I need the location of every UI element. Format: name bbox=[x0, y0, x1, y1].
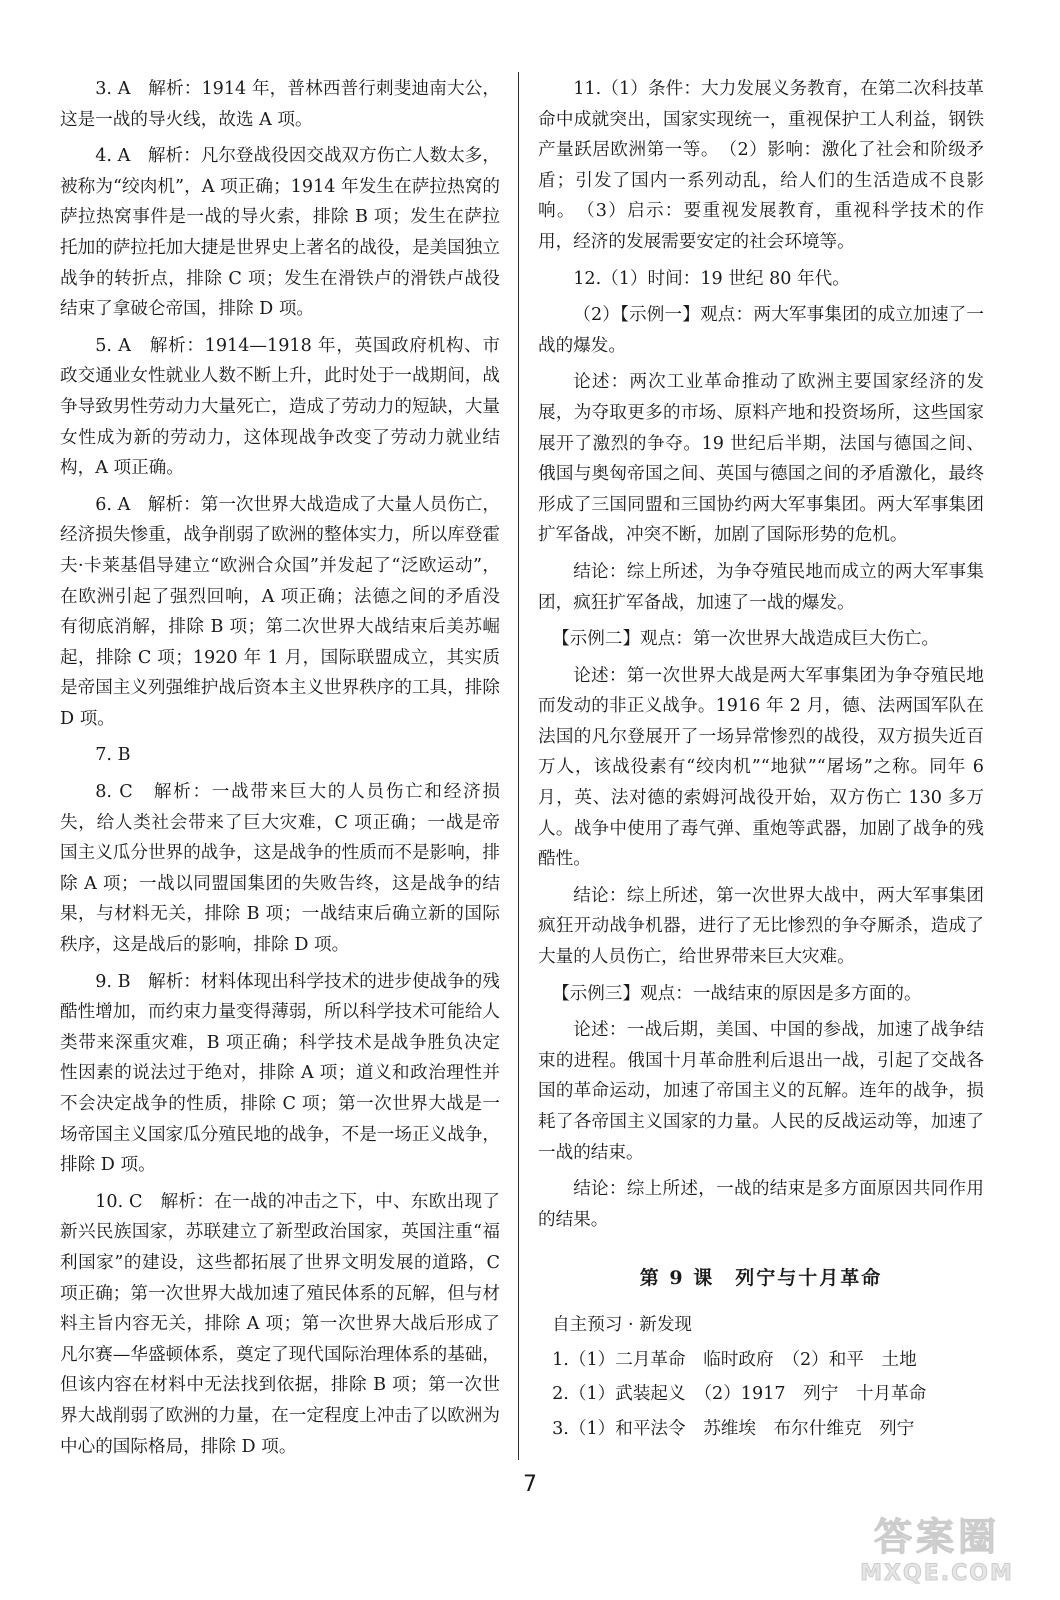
example-3-argument: 论述：一战后期，美国、中国的参战，加速了战争结束的进程。俄国十月革命胜利后退出一战，引起了交战各国的革命运动，加速了帝国主义的瓦解。连年的战争，损耗了各帝国主义国家的力量。人民的反战运动等，加速了一战的结束。 bbox=[538, 1020, 984, 1163]
example-1-argument: 论述：两次工业革命推动了欧洲主要国家经济的发展，为夺取更多的市场、原料产地和投资场所，这些国家展开了激烈的争夺。19 世纪后半期，法国与德国之间、俄国与奥匈帝国之间、英国与德国之间的矛盾激化，最终形成了三国同盟和三国协约两大军事集团。两大军事集团扩军备战，冲突不断，加剧了国际形势的危机。 bbox=[538, 372, 984, 546]
answer-6: 6. A 解析：第一次世界大战造成了大量人员伤亡，经济损失惨重，战争削弱了欧洲的整体实力，所以库登霍夫·卡莱基倡导建立“欧洲合众国”并发起了“泛欧运动”，在欧洲引起了强烈回响，A 项正确；法德之间的矛盾没有彻底消解，排除 B 项；第二次世界大战结束后美苏崛起，排除 C 项；1920 年 1 月，国际联盟成立，其实质是帝国主义列强维护战后资本主义世界秩序的工具，排除 D 项。 bbox=[60, 494, 500, 729]
page-number: 7 bbox=[523, 1472, 537, 1497]
answer-7: 7. B bbox=[95, 745, 131, 766]
example-2-viewpoint: 【示例二】观点：第一次世界大战造成巨大伤亡。 bbox=[552, 629, 940, 650]
example-2-conclusion: 结论：综上所述，第一次世界大战中，两大军事集团疯狂开动战争机器，进行了无比惨烈的争夺厮杀，造成了大量的人员伤亡，给世界带来巨大灾难。 bbox=[538, 885, 984, 968]
answer-8: 8. C 解析：一战带来巨大的人员伤亡和经济损失，给人类社会带来了巨大灾难，C 项正确；一战是帝国主义瓜分世界的战争，这是战争的性质而不是影响，排除 A 项；一战以同盟国集团的失败告终，这是战争的结果，与材料无关，排除 B 项；一战结束后确立新的国际秩序，这是战后的影响，排除 D 项。 bbox=[60, 782, 500, 956]
example-3-viewpoint: 【示例三】观点：一战结束的原因是多方面的。 bbox=[552, 983, 922, 1004]
answer-9: 9. B 解析：材料体现出科学技术的进步使战争的残酷性增加，而约束力量变得薄弱，所以科学技术可能给人类带来深重灾难，B 项正确；科学技术是战争胜负决定性因素的说法过于绝对，排除 A 项；道义和政治理性并不会决定战争的性质，排除 C 项；第一次世界大战是一场帝国主义国家瓜分殖民地的战争，不是一场正义战争，排除 D 项。 bbox=[60, 971, 500, 1176]
preview-item-3: 3.（1）和平法令 苏维埃 布尔什维克 列宁 bbox=[552, 1418, 915, 1439]
example-2-argument: 论述：第一次世界大战是两大军事集团为争夺殖民地而发动的非正义战争。1916 年 2 月，德、法两国军队在法国的凡尔登展开了一场异常惨烈的战役，双方损失近百万人，该战役素有“绞肉机”“地狱”“屠场”之称。同年 6 月，英、法对德的索姆河战役开始，双方伤亡 130 多万人。战争中使用了毒气弹、重炮等武器，加剧了战争的残酷性。 bbox=[538, 665, 984, 870]
answer-4: 4. A 解析：凡尔登战役因交战双方伤亡人数太多，被称为“绞肉机”，A 项正确；1914 年发生在萨拉热窝的萨拉热窝事件是一战的导火索，排除 B 项；发生在萨拉托加的萨拉托加大捷是世界史上著名的战役，是美国独立战争的转折点，排除 C 项；发生在滑铁卢的滑铁卢战役结束了拿破仑帝国，排除 D 项。 bbox=[60, 146, 500, 320]
example-1-viewpoint: （2）【示例一】观点：两大军事集团的成立加速了一战的爆发。 bbox=[538, 305, 984, 356]
answer-3: 3. A 解析：1914 年，普林西普行刺斐迪南大公，这是一战的导火线，故选 A 项。 bbox=[60, 79, 500, 130]
preview-item-1: 1.（1）二月革命 临时政府 （2）和平 土地 bbox=[552, 1349, 917, 1370]
right-column bbox=[538, 74, 984, 1448]
watermark-url: MXQE.COM bbox=[860, 1561, 1014, 1586]
preview-item-2: 2.（1）武装起义 （2）1917 列宁 十月革命 bbox=[552, 1384, 927, 1405]
left-column bbox=[60, 74, 500, 1468]
answer-12-time: 12.（1）时间：19 世纪 80 年代。 bbox=[573, 268, 850, 289]
example-1-conclusion: 结论：综上所述，为争夺殖民地而成立的两大军事集团，疯狂扩军备战，加速了一战的爆发。 bbox=[538, 561, 984, 613]
answer-10: 10. C 解析：在一战的冲击之下，中、东欧出现了新兴民族国家，苏联建立了新型政治国家，英国注重“福利国家”的建设，这些都拓展了世界文明发展的道路，C 项正确；第一次世界大战加速了殖民体系的瓦解，但与材料主旨内容无关，排除 A 项；第一次世界大战后形成了凡尔赛—华盛顿体系，奠定了现代国际治理体系的基础，但该内容在材料中无法找到依据，排除 B 项；第一次世界大战削弱了欧洲的力量，在一定程度上冲击了以欧洲为中心的国际格局，排除 D 项。 bbox=[60, 1191, 500, 1457]
lesson-title: 第 9 课 列宁与十月革命 bbox=[639, 1267, 883, 1290]
answer-11: 11.（1）条件：大力发展义务教育，在第二次科技革命中成就突出，国家实现统一，重视保护工人利益，钢铁产量跃居欧洲第一等。 （2）影响：激化了社会和阶级矛盾；引发了国内一系列动乱，给人们的生活造成不良影响。 （3）启示：要重视发展教育，重视科学技术的作用，经济的发展需要安定的社会环境等。 bbox=[538, 79, 984, 252]
section-label: 自主预习 · 新发现 bbox=[552, 1314, 693, 1335]
watermark-text: 答案圈 bbox=[873, 1515, 1000, 1559]
column-divider bbox=[518, 72, 519, 1460]
example-3-conclusion: 结论：综上所述，一战的结束是多方面原因共同作用的结果。 bbox=[538, 1179, 984, 1230]
watermark-logo bbox=[842, 1506, 1032, 1590]
answer-5: 5. A 解析：1914—1918 年，英国政府机构、市政交通业女性就业人数不断上升，此时处于一战期间，战争导致男性劳动力大量死亡，造成了劳动力的短缺，大量女性成为新的劳动力，这体现战争改变了劳动力就业结构，A 项正确。 bbox=[60, 335, 500, 479]
